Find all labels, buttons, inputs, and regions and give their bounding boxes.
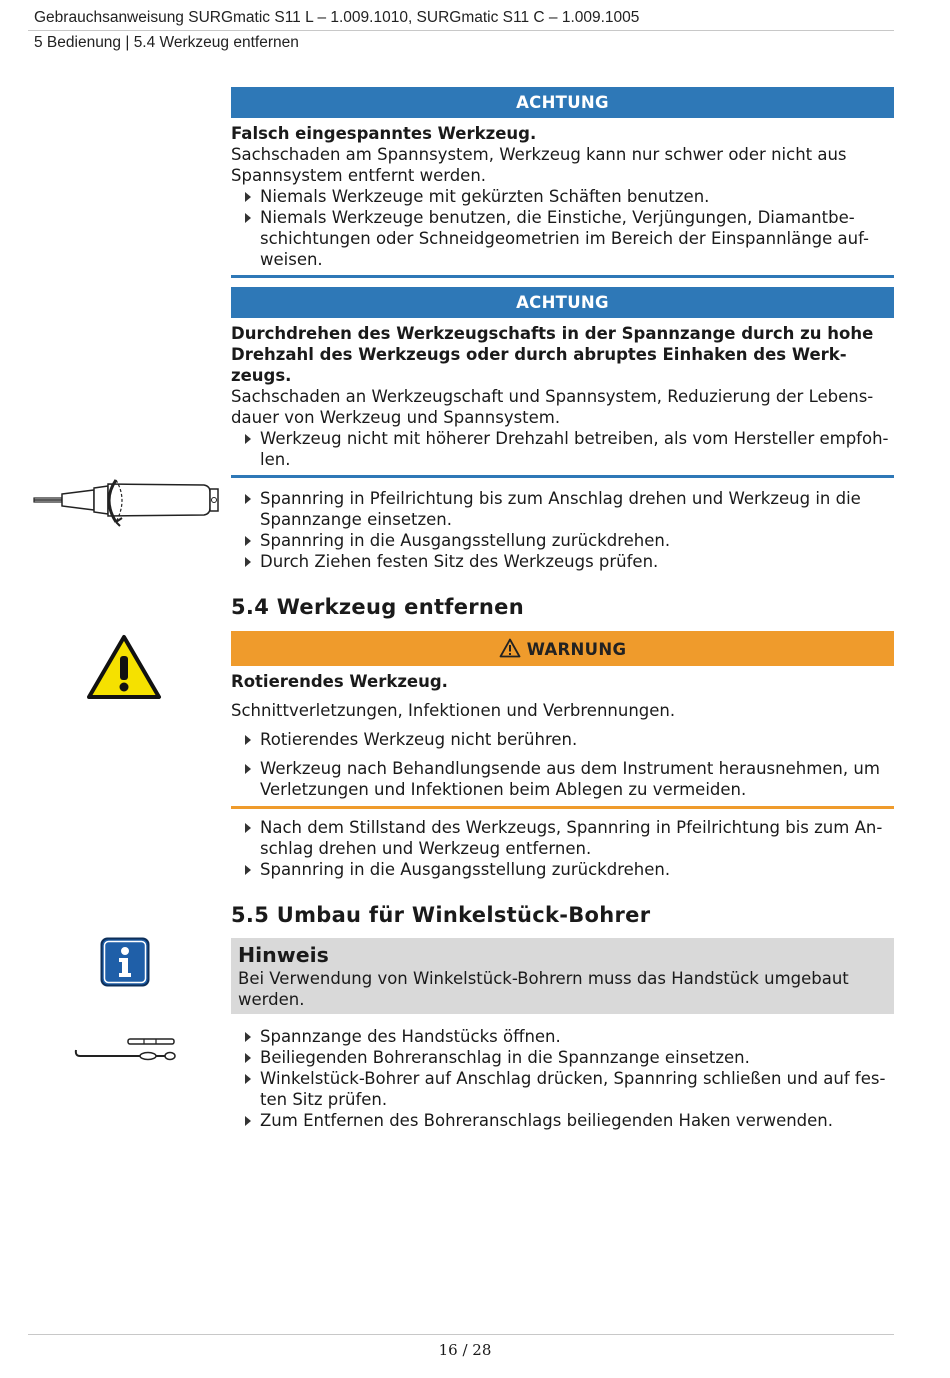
list-item: Spannring in Pfeilrichtung bis zum Anschlag drehen und Werkzeug in die Spannzange einsetzen. — [231, 488, 894, 530]
conversion-steps — [231, 1026, 894, 1131]
list-item: Spannzange des Handstücks öffnen. — [231, 1026, 894, 1047]
warning-small-icon — [499, 638, 521, 658]
list-item: Rotierendes Werkzeug nicht berühren. — [231, 729, 894, 750]
notice-label: ACHTUNG — [231, 287, 894, 318]
document-title: Gebrauchsanweisung SURGmatic S11 L – 1.009.1010, SURGmatic S11 C – 1.009.1005 — [34, 9, 640, 26]
warning-box — [231, 631, 894, 809]
hint-box — [231, 938, 894, 1014]
list-item: Werkzeug nicht mit höherer Drehzahl betreiben, als vom Hersteller empfoh-len. — [231, 428, 894, 470]
warning-text: Schnittverletzungen, Infektionen und Verbrennungen. — [231, 701, 676, 720]
list-item: Zum Entfernen des Bohreranschlags beiliegenden Haken verwenden. — [231, 1110, 894, 1131]
warning-label: WARNUNG — [526, 640, 627, 659]
notice-text: Sachschaden am Spannsystem, Werkzeug kann nur schwer oder nicht aus Spannsystem entfernt werden. — [231, 145, 847, 185]
notice-achtung-2 — [231, 287, 894, 478]
list-item: Winkelstück-Bohrer auf Anschlag drücken, Spannring schließen und auf fes-ten Sitz prüfen. — [231, 1068, 894, 1110]
warning-label-bar — [231, 631, 894, 666]
info-icon — [100, 937, 150, 987]
handpiece-figure — [32, 472, 222, 532]
hint-panel — [231, 938, 894, 1014]
hint-text: Bei Verwendung von Winkelstück-Bohrern muss das Handstück umgebaut werden. — [238, 969, 849, 1009]
list-item: Werkzeug nach Behandlungsende aus dem Instrument herausnehmen, um Verletzungen und Infektionen beim Ablegen zu vermeiden. — [231, 758, 894, 800]
list-item: Spannring in die Ausgangsstellung zurückdrehen. — [231, 530, 894, 551]
list-item: Durch Ziehen festen Sitz des Werkzeugs prüfen. — [231, 551, 894, 572]
drill-stop-and-hook-icon — [74, 1036, 178, 1064]
section-5-4 — [231, 595, 894, 619]
list-item: Niemals Werkzeuge benutzen, die Einstiche, Verjüngungen, Diamantbe-schichtungen oder Schneidgeometrien im Bereich der Einspannlänge auf-weisen. — [231, 207, 894, 270]
page-number: 16 / 28 — [438, 1341, 492, 1359]
hint-title: Hinweis — [238, 943, 329, 967]
warning-end-rule — [231, 806, 894, 809]
drill-stop-figure — [74, 1036, 178, 1068]
remove-steps — [231, 817, 894, 880]
notice-headline: Durchdrehen des Werkzeugschafts in der Spannzange durch zu hohe Drehzahl des Werkzeugs oder durch abruptes Einhaken des Werk-zeugs. — [231, 324, 874, 385]
section-title: 5.4 Werkzeug entfernen — [231, 595, 524, 619]
notice-label: ACHTUNG — [231, 87, 894, 118]
header-divider — [28, 30, 894, 31]
notice-end-rule — [231, 275, 894, 278]
list-item: Niemals Werkzeuge mit gekürzten Schäften benutzen. — [231, 186, 894, 207]
warning-triangle-icon — [86, 634, 162, 700]
list-item: Nach dem Stillstand des Werkzeugs, Spannring in Pfeilrichtung bis zum An-schlag drehen und Werkzeug entfernen. — [231, 817, 894, 859]
section-5-5 — [231, 903, 894, 927]
insert-steps — [231, 488, 894, 572]
warning-figure — [86, 634, 162, 704]
list-item: Spannring in die Ausgangsstellung zurückdrehen. — [231, 859, 894, 880]
notice-end-rule — [231, 475, 894, 478]
notice-text: Sachschaden an Werkzeugschaft und Spannsystem, Reduzierung der Lebens-dauer von Werkzeug und Spannsystem. — [231, 387, 874, 427]
handpiece-icon — [32, 472, 222, 528]
list-item: Beiliegenden Bohreranschlag in die Spannzange einsetzen. — [231, 1047, 894, 1068]
info-figure — [100, 937, 150, 991]
footer-divider — [28, 1334, 894, 1335]
breadcrumb: 5 Bedienung | 5.4 Werkzeug entfernen — [34, 34, 299, 51]
section-title: 5.5 Umbau für Winkelstück-Bohrer — [231, 903, 651, 927]
notice-headline: Falsch eingespanntes Werkzeug. — [231, 124, 537, 143]
warning-headline: Rotierendes Werkzeug. — [231, 672, 448, 691]
notice-achtung-1 — [231, 87, 894, 278]
